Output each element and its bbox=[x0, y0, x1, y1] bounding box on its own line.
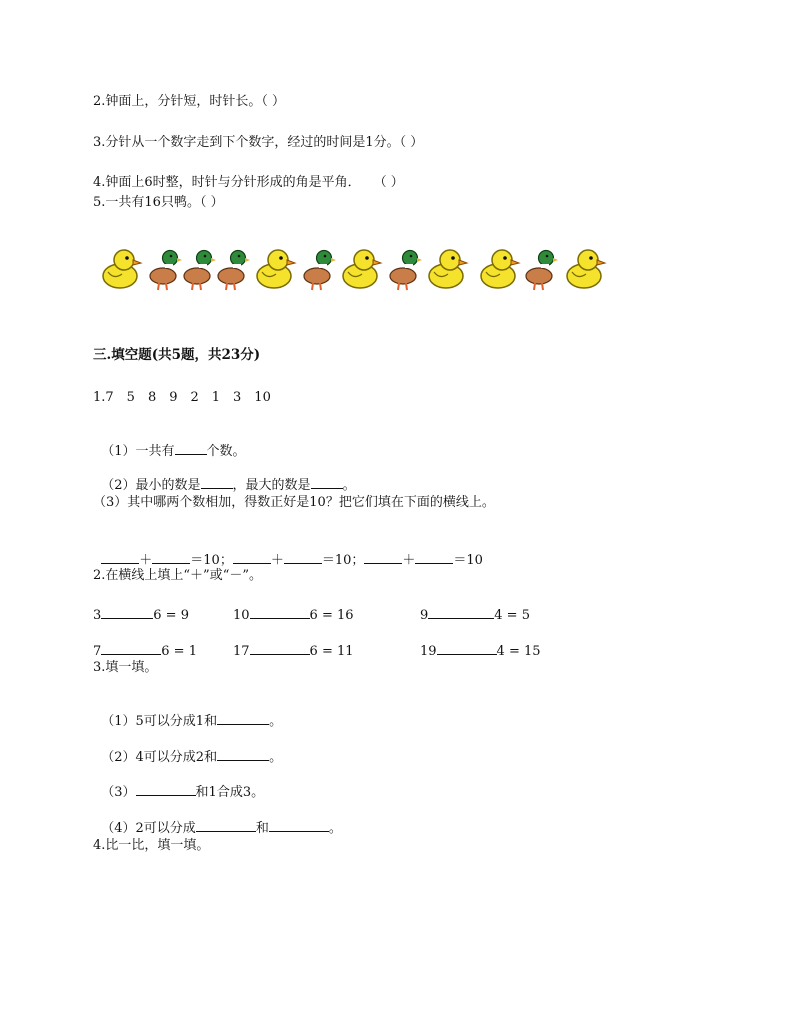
q4-title: 4.比一比，填一填。 bbox=[93, 838, 210, 853]
q3-part4-prefix: （4）2可以分成 bbox=[101, 821, 196, 836]
q1-part1-suffix: 个数。 bbox=[206, 444, 246, 459]
judge-q4: 4.钟面上6时整，时针与分针形成的角是平角． （ ） bbox=[93, 175, 404, 190]
q3-part1-prefix: （1）5可以分成1和 bbox=[101, 714, 218, 729]
q3-part3-prefix: （3） bbox=[101, 785, 136, 800]
q1-numbers: 1.7 5 8 9 2 1 3 10 bbox=[93, 390, 271, 405]
equals-ten: ＝10； bbox=[321, 553, 365, 568]
yellow-chick-icon bbox=[340, 246, 384, 292]
q3-part2 bbox=[93, 731, 282, 766]
answer-blank[interactable] bbox=[101, 550, 139, 564]
mallard-icon bbox=[216, 246, 250, 292]
operator-blank[interactable] bbox=[428, 605, 494, 619]
q3-part2-prefix: （2）4可以分成2和 bbox=[101, 750, 218, 765]
mallard-icon bbox=[388, 246, 422, 292]
answer-blank[interactable] bbox=[201, 475, 233, 489]
equation-left: 19 bbox=[420, 644, 437, 659]
equation bbox=[93, 641, 197, 659]
mallard-icon bbox=[148, 246, 182, 292]
answer-blank[interactable] bbox=[217, 747, 269, 761]
answer-blank[interactable] bbox=[217, 711, 269, 725]
answer-blank[interactable] bbox=[175, 441, 207, 455]
q1-sum-row bbox=[93, 534, 483, 569]
mallard-icon bbox=[524, 246, 558, 292]
equation-right: 4 = 15 bbox=[496, 644, 541, 659]
q1-part2-suffix: 。 bbox=[342, 478, 356, 493]
q1-part1-prefix: （1）一共有 bbox=[101, 444, 175, 459]
answer-blank[interactable] bbox=[415, 550, 453, 564]
plus-sign: ＋ bbox=[270, 553, 284, 568]
equation-left: 9 bbox=[420, 608, 429, 623]
q1-part2 bbox=[93, 459, 356, 494]
section-heading: 三.填空题(共5题，共23分) bbox=[93, 347, 261, 363]
equation-right: 4 = 5 bbox=[494, 608, 530, 623]
yellow-chick-icon bbox=[100, 246, 144, 292]
q1-part2-prefix: （2）最小的数是 bbox=[101, 478, 201, 493]
yellow-chick-icon bbox=[254, 246, 298, 292]
q3-part4-suffix: 。 bbox=[328, 821, 342, 836]
equation-right: 6 = 16 bbox=[309, 608, 354, 623]
equation-left: 17 bbox=[233, 644, 250, 659]
equals-ten: ＝10； bbox=[190, 553, 233, 568]
q1-part3: （3）其中哪两个数相加，得数正好是10？把它们填在下面的横线上。 bbox=[93, 495, 495, 510]
yellow-chick-icon bbox=[564, 246, 608, 292]
equation bbox=[93, 605, 189, 623]
operator-blank[interactable] bbox=[250, 641, 310, 655]
q3-title: 3.填一填。 bbox=[93, 660, 158, 675]
equation-left: 7 bbox=[93, 644, 102, 659]
q1-part1 bbox=[93, 425, 246, 460]
mallard-icon bbox=[182, 246, 216, 292]
q3-part1-suffix: 。 bbox=[269, 714, 283, 729]
judge-q3: 3.分针从一个数字走到下个数字，经过的时间是1分。（ ） bbox=[93, 135, 424, 150]
judge-q2: 2.钟面上，分针短，时针长。（ ） bbox=[93, 94, 286, 109]
operator-blank[interactable] bbox=[101, 641, 161, 655]
q3-part2-suffix: 。 bbox=[269, 750, 283, 765]
q2-title: 2.在横线上填上“＋”或“－”。 bbox=[93, 568, 262, 583]
mallard-icon bbox=[302, 246, 336, 292]
plus-sign: ＋ bbox=[402, 553, 416, 568]
answer-blank[interactable] bbox=[269, 818, 329, 832]
operator-blank[interactable] bbox=[250, 605, 310, 619]
yellow-chick-icon bbox=[478, 246, 522, 292]
answer-blank[interactable] bbox=[311, 475, 343, 489]
yellow-chick-icon bbox=[426, 246, 470, 292]
answer-blank[interactable] bbox=[196, 818, 256, 832]
equation-left: 10 bbox=[233, 608, 250, 623]
judge-q5: 5.一共有16只鸭。（ ） bbox=[93, 195, 224, 210]
q3-part3-suffix: 和1合成3。 bbox=[195, 785, 265, 800]
q3-part4 bbox=[93, 802, 342, 837]
operator-blank[interactable] bbox=[437, 641, 497, 655]
equals-ten: ＝10 bbox=[453, 553, 483, 568]
operator-blank[interactable] bbox=[101, 605, 153, 619]
equation bbox=[233, 641, 354, 659]
q1-part2-mid: ，最大的数是 bbox=[232, 478, 311, 493]
equation-right: 6 = 11 bbox=[309, 644, 354, 659]
answer-blank[interactable] bbox=[364, 550, 402, 564]
equation-right: 6 = 9 bbox=[153, 608, 189, 623]
answer-blank[interactable] bbox=[136, 782, 196, 796]
q3-part4-mid: 和 bbox=[255, 821, 269, 836]
equation-right: 6 = 1 bbox=[161, 644, 197, 659]
q3-part3 bbox=[93, 766, 264, 801]
plus-sign: ＋ bbox=[139, 553, 153, 568]
answer-blank[interactable] bbox=[152, 550, 190, 564]
answer-blank[interactable] bbox=[284, 550, 322, 564]
equation bbox=[233, 605, 354, 623]
equation bbox=[420, 641, 541, 659]
equation-left: 3 bbox=[93, 608, 102, 623]
answer-blank[interactable] bbox=[233, 550, 271, 564]
q3-part1 bbox=[93, 695, 282, 730]
equation bbox=[420, 605, 530, 623]
duck-row bbox=[100, 246, 620, 294]
